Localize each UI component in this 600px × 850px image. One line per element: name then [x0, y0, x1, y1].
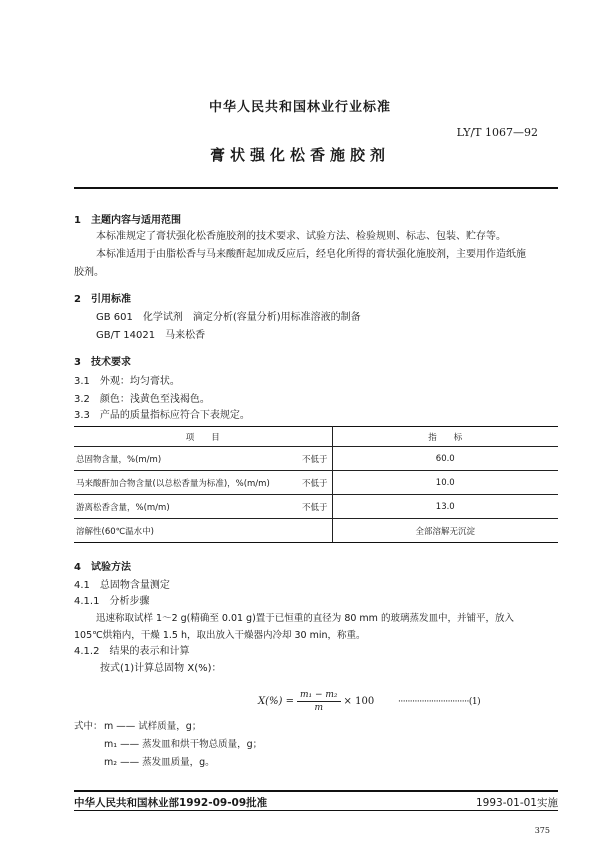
- calculation-intro: 按式(1)计算总固物 X(%)：: [100, 663, 222, 674]
- table-cell-value: 10.0: [332, 471, 558, 495]
- table-row: [74, 471, 558, 495]
- effective-date: 1993-01-01实施: [475, 797, 558, 809]
- table-cell-item: [74, 519, 332, 543]
- requirement-color: 3.2 颜色：浅黄色至浅褐色。: [74, 394, 210, 405]
- requirement-appearance: 3.1 外观：均匀膏状。: [74, 376, 180, 387]
- requirement-quality: 3.3 产品的质量指标应符合下表规定。: [74, 410, 250, 421]
- limit-text: 不低于: [301, 502, 328, 513]
- section-1-paragraph-1: 本标准规定了膏状强化松香施胶剂的技术要求、试验方法、检验规则、标志、包装、贮存等。: [96, 231, 506, 242]
- table-header-index: 指 标: [332, 427, 558, 447]
- footer-rule-top: [74, 790, 558, 792]
- table-row: [74, 495, 558, 519]
- table-cell-item: [74, 471, 332, 495]
- where-m2: m₂ —— 蒸发皿质量，g。: [104, 757, 215, 768]
- item-text: 溶解性(60℃温水中): [76, 526, 154, 537]
- where-label: 式中：: [74, 721, 103, 732]
- formula-numerator: m₁ − m₂: [297, 690, 341, 702]
- item-text: 马来酸酐加合物含量(以总松香量为标准)，%(m/m): [76, 478, 270, 489]
- table-row: [74, 519, 558, 543]
- table-header-item: 项 目: [74, 427, 332, 447]
- reference-gb601: GB 601 化学试剂 滴定分析(容量分析)用标准溶液的制备: [96, 312, 361, 323]
- procedure-paragraph-a: 迅速称取试样 1～2 g(精确至 0.01 g)置于已恒重的直径为 80 mm 的玻璃蒸发皿中，并铺平，放入: [96, 613, 514, 624]
- procedure-paragraph-b: 105℃烘箱内，干燥 1.5 h，取出放入干燥器内冷却 30 min，称重。: [74, 630, 366, 641]
- table-cell-value: 60.0: [332, 447, 558, 471]
- section-1-paragraph-2b: 胶剂。: [74, 267, 104, 278]
- document-title: 膏状强化松香施胶剂: [209, 146, 390, 164]
- limit-text: 不低于: [301, 478, 328, 489]
- section-2-heading: 2 引用标准: [74, 294, 131, 305]
- table-cell-value: 13.0: [332, 495, 558, 519]
- item-text: 总固物含量，%(m/m): [76, 454, 162, 465]
- quality-index-table: [74, 426, 558, 543]
- subsection-4-1-2-heading: 4.1.2 结果的表示和计算: [74, 646, 190, 657]
- table-cell-item: [74, 447, 332, 471]
- approval-line: 中华人民共和国林业部1992-09-09批准: [74, 797, 268, 809]
- page-number: 375: [534, 826, 550, 835]
- section-3-heading: 3 技术要求: [74, 357, 131, 368]
- footer-rule-bottom: [74, 810, 558, 811]
- formula-rhs: × 100: [343, 696, 375, 707]
- table-header-row: [74, 427, 558, 447]
- subsection-4-1-1-heading: 4.1.1 分析步骤: [74, 596, 150, 607]
- formula-lhs: X(%) =: [258, 696, 294, 707]
- limit-text: 不低于: [301, 454, 328, 465]
- where-m: m —— 试样质量，g；: [104, 721, 202, 732]
- formula-fraction: [297, 690, 341, 713]
- standard-code: LY/T 1067—92: [456, 126, 538, 139]
- subsection-4-1-heading: 4.1 总固物含量测定: [74, 580, 170, 591]
- formula-1: [258, 690, 374, 713]
- formula-denominator: m: [314, 703, 324, 713]
- item-text: 游离松香含量，%(m/m): [76, 502, 170, 513]
- reference-gbt14021: GB/T 14021 马来松香: [96, 330, 206, 341]
- section-1-heading: 1 主题内容与适用范围: [74, 215, 181, 226]
- standard-org-title: 中华人民共和国林业行业标准: [208, 100, 391, 115]
- table-cell-item: [74, 495, 332, 519]
- section-1-paragraph-2a: 本标准适用于由脂松香与马来酸酐起加成反应后，经皂化所得的膏状强化施胶剂，主要用作造纸施: [96, 249, 526, 260]
- where-m1: m₁ —— 蒸发皿和烘干物总质量，g；: [104, 739, 263, 750]
- section-4-heading: 4 试验方法: [74, 562, 131, 573]
- table-cell-value: 全部溶解无沉淀: [332, 519, 558, 543]
- table-row: [74, 447, 558, 471]
- header-rule: [74, 187, 558, 189]
- formula-number: ······························(1): [398, 697, 481, 707]
